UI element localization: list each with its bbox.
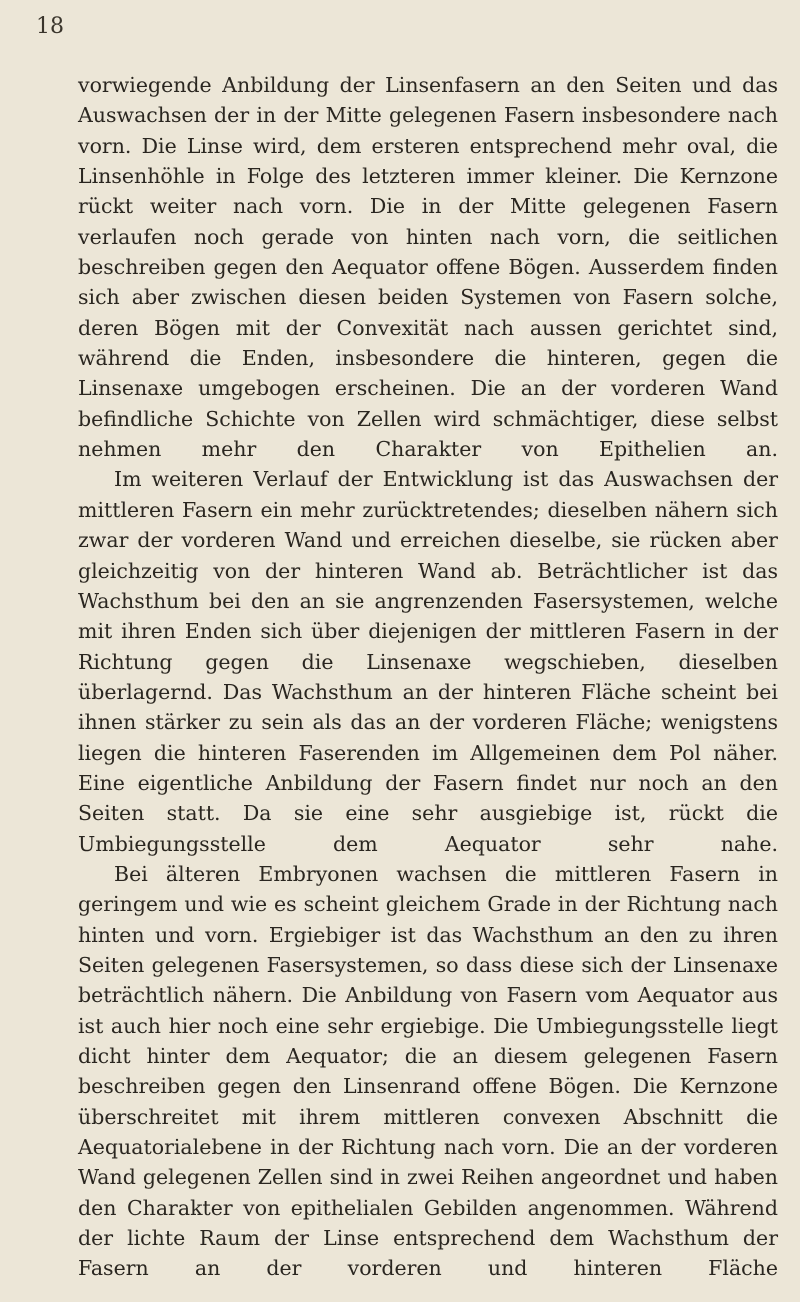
paragraph-3: Bei älteren Embryonen wachsen die mittleren Fasern in geringem und wie es scheint gleichem Grade in der Richtung nach hinten und vorn. Ergiebiger ist das Wachsthum an den zu ihren Seiten gelegenen Fasersystemen, so dass diese sich der Linsenaxe beträchtlich nähern. Die Anbildung von Fasern vom Aequator aus ist auch hier noch eine sehr ergiebige. Die Umbiegungsstelle liegt dicht hinter dem Aequator; die an diesem gelegenen Fasern beschreiben gegen den Linsenrand offene Bögen. Die Kernzone überschreitet mit ihrem mittleren convexen Abschnitt die Aequatorialebene in der Richtung nach vorn. Die an der vorderen Wand gelegenen Zellen sind in zwei Reihen angeordnet und haben den Charakter von epithelialen Gebilden angenommen. Während der lichte Raum der Linse entsprechend dem Wachsthum der Fasern an der vorderen und hinteren Fläche xyxy=(78,861,778,1281)
paragraph-1: vorwiegende Anbildung der Linsenfasern an den Seiten und das Auswachsen der in der Mitte gelegenen Fasern insbesondere nach vorn. Die Linse wird, dem ersteren entsprechend mehr oval, die Linsenhöhle in Folge des letzteren immer kleiner. Die Kernzone rückt weiter nach vorn. Die in der Mitte gelegenen Fasern verlaufen noch gerade von hinten nach vorn, die seitlichen beschreiben gegen den Aequator offene Bögen. Ausserdem finden sich aber zwischen diesen beiden Systemen von Fasern solche, deren Bögen mit der Convexität nach aussen gerichtet sind, während die Enden, insbesondere die hinteren, gegen die Linsenaxe umgebogen erscheinen. Die an der vorderen Wand befindliche Schichte von Zellen wird schmächtiger, diese selbst nehmen mehr den Charakter von Epithelien an. xyxy=(78,73,778,462)
page-number: 18 xyxy=(36,14,64,39)
paragraph-2: Im weiteren Verlauf der Entwicklung ist das Auswachsen der mittleren Fasern ein mehr zurücktretendes; dieselben nähern sich zwar der vorderen Wand und erreichen dieselbe, sie rücken aber gleichzeitig von der hinteren Wand ab. Beträchtlicher ist das Wachsthum bei den an sie angrenzenden Fasersystemen, welche mit ihren Enden sich über diejenigen der mittleren Fasern in der Richtung gegen die Linsenaxe wegschieben, dieselben überlagernd. Das Wachsthum an der hinteren Fläche scheint bei ihnen stärker zu sein als das an der vorderen Fläche; wenigstens liegen die hinteren Faserenden im Allgemeinen dem Pol näher. Eine eigentliche Anbildung der Fasern findet nur noch an den Seiten statt. Da sie eine sehr ausgiebige ist, rückt die Umbiegungsstelle dem Aequator sehr nahe. xyxy=(78,467,778,856)
body-text xyxy=(78,70,778,1284)
